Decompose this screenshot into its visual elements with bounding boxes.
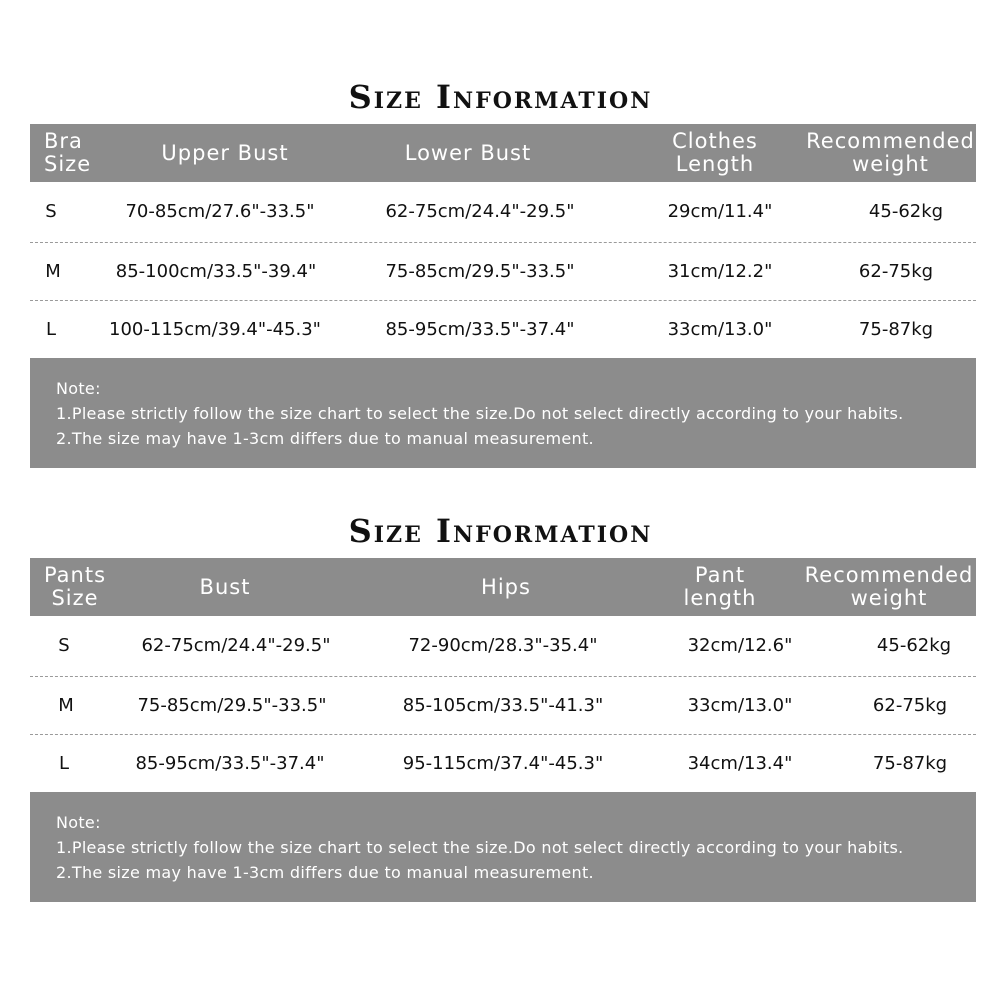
tops-row-s-weight: 45-62kg [868,200,944,222]
tops-row-s-clothes-length: 29cm/11.4" [667,200,773,222]
pants-note-line1: 1.Please strictly follow the size chart to select the size.Do not select directly according to your habits. [56,838,904,857]
tops-row-l-lower-bust: 85-95cm/33.5"-37.4" [385,318,575,340]
pants-row-m-bust: 75-85cm/29.5"-33.5" [137,694,327,716]
tops-note-line2: 2.The size may have 1-3cm differs due to manual measurement. [56,429,594,448]
tops-row-s-size: S [45,200,57,222]
pants-row-m-weight: 62-75kg [872,694,948,716]
tops-row-s-upper-bust: 70-85cm/27.6"-33.5" [125,200,315,222]
tops-header-recommended-weight-line2: weight [852,152,929,176]
pants-header-size [30,558,120,616]
pants-row-m-pant-length: 33cm/13.0" [687,694,793,716]
pants-header-bust: Bust [199,574,251,599]
tops-header-row [30,124,976,182]
tops-header-lower-bust: Lower Bust [404,140,532,165]
pants-row-l-weight: 75-87kg [872,752,948,774]
pants-row-l-size: L [58,752,70,774]
tops-row-m-size: M [45,260,61,282]
pants-row-m-size: M [58,694,74,716]
tops-row-l-size: L [45,318,57,340]
tops-header-recommended-weight [805,124,976,182]
table-row [30,182,976,240]
tops-note-line1: 1.Please strictly follow the size chart to select the size.Do not select directly according to your habits. [56,404,904,423]
pants-row-s-bust: 62-75cm/24.4"-29.5" [141,634,331,656]
pants-header-size-line2: Size [51,586,99,610]
tops-note-heading: Note: [56,379,101,398]
tops-header-size-line2: Size [44,152,92,176]
tops-header-size-line1: Bra [44,129,83,153]
pants-row-l-hips: 95-115cm/37.4"-45.3" [402,752,604,774]
tops-row-m-upper-bust: 85-100cm/33.5"-39.4" [115,260,317,282]
pants-row-m-hips: 85-105cm/33.5"-41.3" [402,694,604,716]
tops-header-clothes-length-line1: Clothes [672,129,758,153]
pants-header-pant-length-line1: Pant [694,563,746,587]
pants-header-recommended-weight-line1: Recommended [804,563,974,587]
pants-note-heading: Note: [56,813,101,832]
pants-row-l-bust: 85-95cm/33.5"-37.4" [135,752,325,774]
pants-header-row [30,558,976,616]
pants-note-line2: 2.The size may have 1-3cm differs due to manual measurement. [56,863,594,882]
table-row [30,734,976,792]
tops-row-m-weight: 62-75kg [858,260,934,282]
pants-row-s-pant-length: 32cm/12.6" [687,634,793,656]
pants-row-s-weight: 45-62kg [876,634,952,656]
pants-row-s-hips: 72-90cm/28.3"-35.4" [408,634,598,656]
pants-header-recommended-weight [802,558,976,616]
tops-size-title: Size Information [348,78,653,116]
table-row [30,300,976,358]
table-row [30,242,976,300]
pants-header-size-line1: Pants [43,563,107,587]
table-row [30,616,976,674]
tops-row-l-weight: 75-87kg [858,318,934,340]
pants-header-hips: Hips [481,574,531,599]
pants-header-pant-length-line2: length [683,586,757,610]
tops-row-l-upper-bust: 100-115cm/39.4"-45.3" [109,318,321,340]
pants-row-s-size: S [58,634,70,656]
pants-header-pant-length [630,558,810,616]
tops-header-recommended-weight-line1: Recommended [806,129,975,153]
tops-header-upper-bust: Upper Bust [161,140,289,165]
tops-note-box [30,358,976,468]
tops-header-clothes-length-line2: Length [675,152,755,176]
pants-size-title: Size Information [348,512,653,550]
tops-row-l-clothes-length: 33cm/13.0" [667,318,773,340]
pants-header-recommended-weight-line2: weight [850,586,928,610]
tops-row-s-lower-bust: 62-75cm/24.4"-29.5" [385,200,575,222]
tops-row-m-clothes-length: 31cm/12.2" [667,260,773,282]
tops-row-m-lower-bust: 75-85cm/29.5"-33.5" [385,260,575,282]
table-row [30,676,976,734]
pants-note-box [30,792,976,902]
tops-header-clothes-length [625,124,805,182]
pants-row-l-pant-length: 34cm/13.4" [687,752,793,774]
